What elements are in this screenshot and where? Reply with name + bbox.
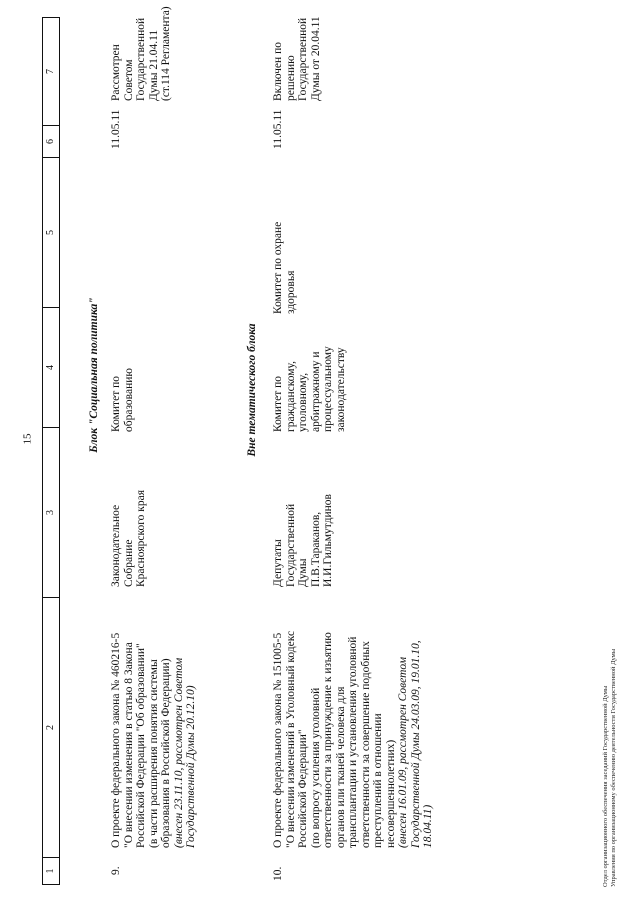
page-number: 15 <box>21 433 34 445</box>
table-header <box>42 17 60 885</box>
row-title-text: О проекте федерального закона № 460216-5 "О внесении изменения в статью 8 Закона Российской Федерации "Об образовании" (в части расширения понятия системы образования в Российской Федерации) <box>110 632 172 848</box>
header-col-5: 5 <box>43 158 59 308</box>
row-number: 9. <box>110 866 122 875</box>
row-committee: Комитет по гражданскому, уголовному, арбитражному и процессуальному законодательству <box>272 346 347 432</box>
header-col-7: 7 <box>43 18 59 126</box>
header-col-1: 1 <box>45 868 56 874</box>
row-date: 11.05.11 <box>110 109 122 149</box>
row-status: Включен по решению Государственной Думы от 20.04.11 <box>272 16 322 101</box>
header-col-3: 3 <box>43 428 59 598</box>
header-col-6: 6 <box>43 126 59 158</box>
row-note: (внесен 16.01.09, рассмотрен Советом Государственной Думы 24.03.09, 19.01.10, 18.04.11) <box>397 640 434 848</box>
row-title <box>110 586 198 848</box>
section-heading-outside: Вне тематического блока <box>246 323 258 457</box>
header-col-4: 4 <box>43 308 59 428</box>
row-number: 10. <box>272 866 284 881</box>
row-committee: Комитет по образованию <box>110 368 135 432</box>
row-initiator: Законодательное Собрание Красноярского края <box>110 490 147 587</box>
row-title <box>272 586 435 848</box>
row-coexecutor: Комитет по охране здоровья <box>272 221 297 314</box>
row-status: Рассмотрен Советом Государственной Думы 21.04.11 (ст.114 Регламента) <box>110 6 172 101</box>
footer-line-1: Отдел организационного обеспечения заседаний Государственной Думы <box>602 685 609 887</box>
row-date: 11.05.11 <box>272 109 284 149</box>
row-note: (внесен 23.11.10, рассмотрен Советом Государственной Думы 20.12.10) <box>172 657 197 848</box>
row-initiator: Депутаты Государственной Думы П.В.Тараканов, И.И.Гильмутдинов <box>272 494 334 587</box>
section-heading-social: Блок "Социальная политика" <box>88 297 100 453</box>
footer-line-2: Управления по организационному обеспечению деятельности Государственной Думы <box>610 648 617 887</box>
row-title-text: О проекте федерального закона № 151005-5 "О внесении изменений в Уголовный кодекс Российской Федерации" (по вопросу усиления уголовной ответственности за принуждение к изъятию органов или тканей человека для трансплантации и установления уголовной ответственности за совершение подобных преступлений в отношении несовершеннолетних) <box>272 630 397 848</box>
header-col-2: 2 <box>43 598 59 858</box>
